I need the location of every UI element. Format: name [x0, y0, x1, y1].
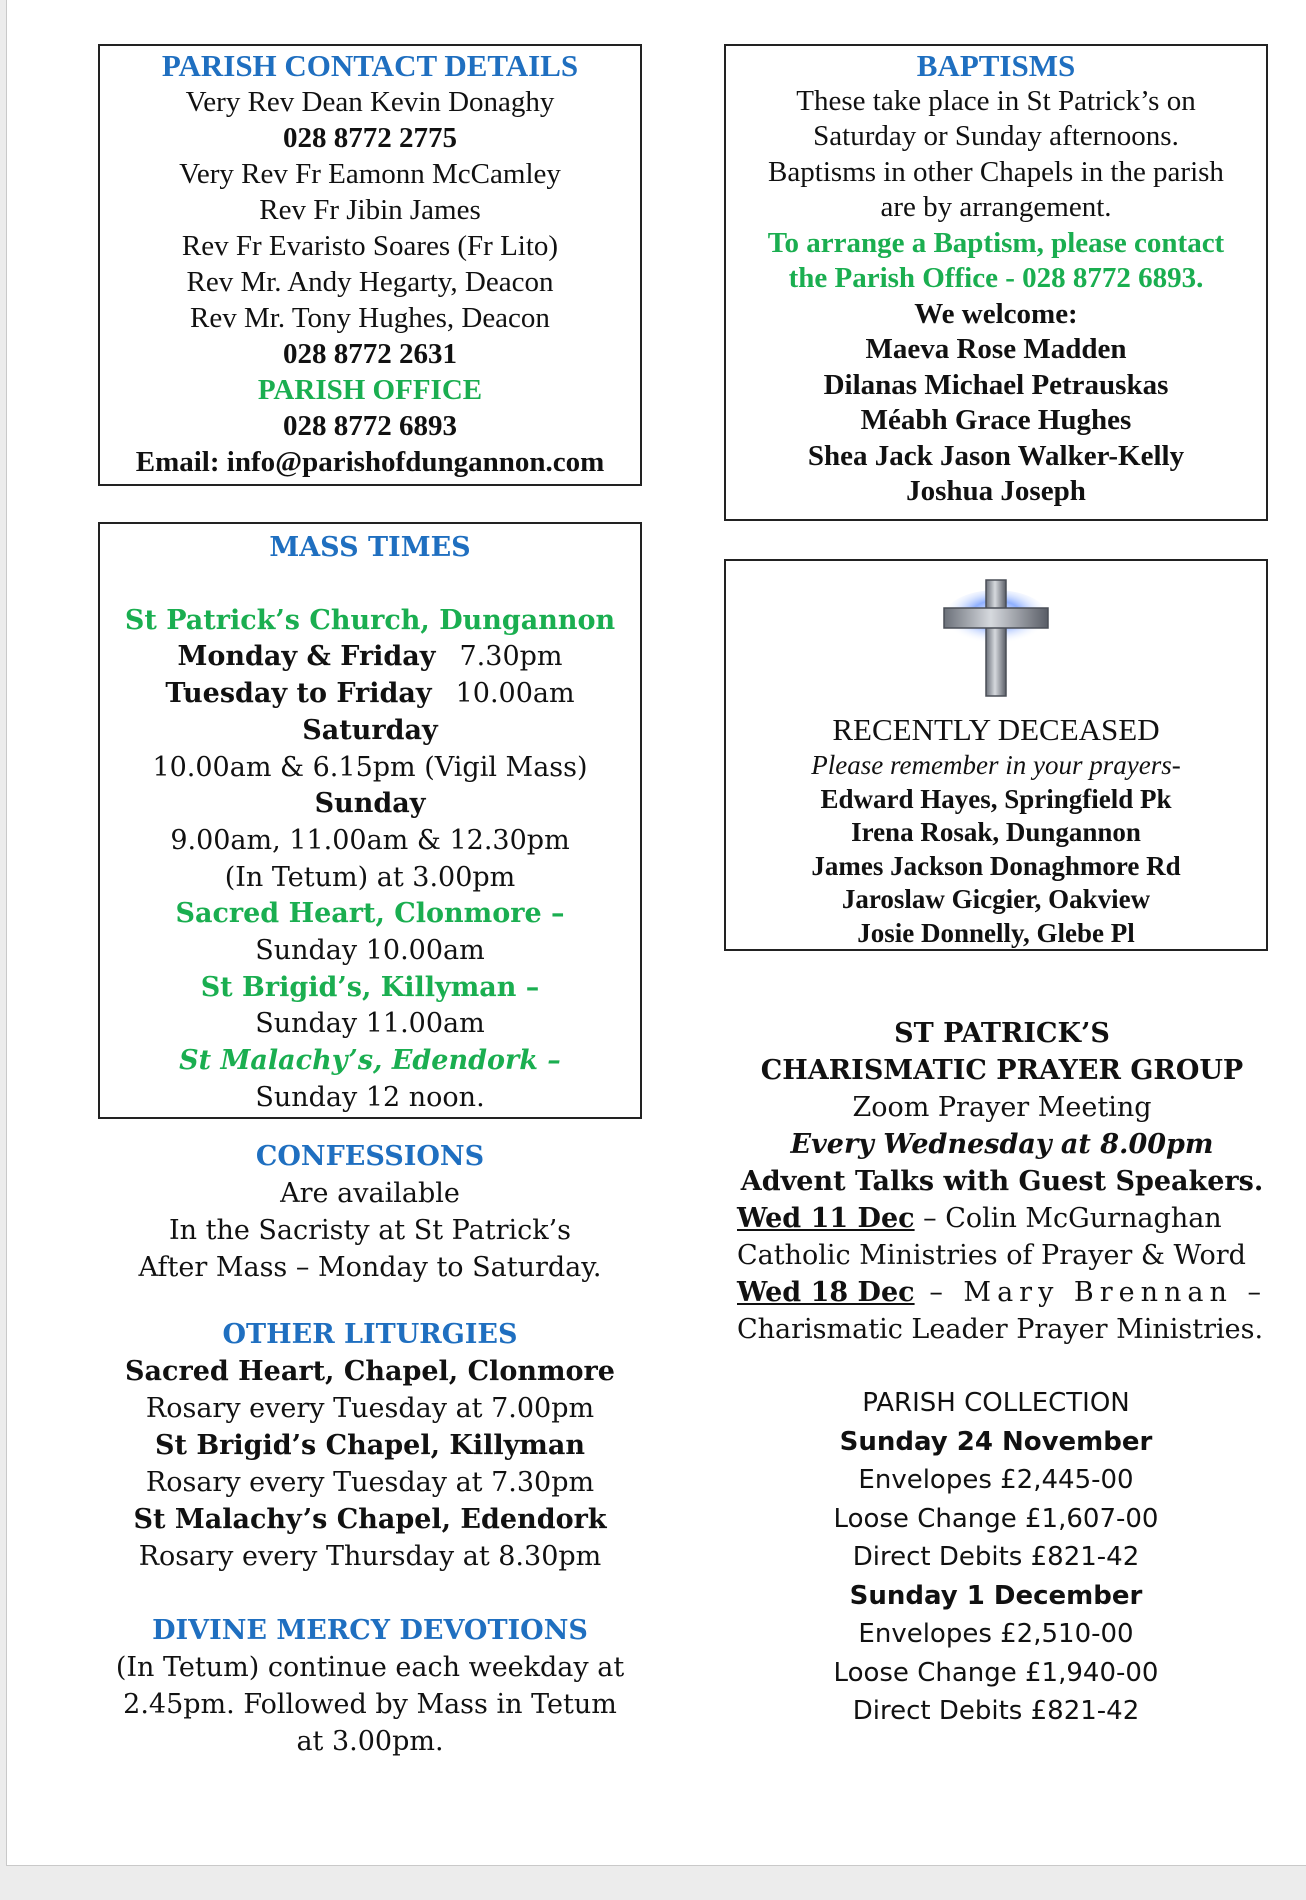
confessions-section — [98, 1138, 642, 1286]
mass-row-time: 10.00am — [455, 678, 575, 710]
divine-line: 2.45pm. Followed by Mass in Tetum — [123, 1689, 617, 1720]
deceased-name: Edward Hayes, Springfield Pk — [820, 783, 1172, 814]
prayer-group-meeting: Zoom Prayer Meeting — [852, 1092, 1152, 1123]
liturgy-place: St Brigid’s Chapel, Killyman — [154, 1430, 586, 1461]
contact-line: Rev Fr Evaristo Soares (Fr Lito) — [181, 230, 559, 262]
mass-sunday-tetum: (In Tetum) at 3.00pm — [224, 861, 516, 893]
deceased-name: Irena Rosak, Dungannon — [851, 817, 1141, 847]
deceased-subtitle: Please remember in your prayers- — [811, 750, 1181, 780]
liturgy-detail: Rosary every Tuesday at 7.30pm — [145, 1467, 595, 1498]
mass-church-name: St Patrick’s Church, Dungannon — [124, 604, 616, 636]
baptism-name: Joshua Joseph — [906, 475, 1086, 507]
parish-contact-box — [98, 44, 642, 486]
divine-mercy-section — [98, 1612, 642, 1760]
baptisms-line: Saturday or Sunday afternoons. — [813, 120, 1179, 152]
collection-envelopes: Envelopes £2,445-00 — [858, 1465, 1134, 1495]
talk-speaker: – Colin McGurnaghan — [914, 1203, 1222, 1234]
baptisms-welcome: We welcome: — [914, 297, 1078, 330]
mass-edendork: St Malachy’s, Edendork – — [179, 1045, 561, 1077]
talk-date: Wed 11 Dec — [737, 1203, 915, 1234]
talk-row — [737, 1274, 1267, 1311]
mass-clonmore-time: Sunday 10.00am — [255, 935, 485, 967]
deceased-name: Josie Donnelly, Glebe Pl — [857, 917, 1135, 948]
collection-title: PARISH COLLECTION — [862, 1388, 1130, 1418]
deceased-name: Jaroslaw Gicgier, Oakview — [841, 884, 1151, 914]
mass-times-box — [98, 522, 642, 1119]
baptisms-line: are by arrangement. — [880, 191, 1112, 223]
cross-icon — [936, 576, 1056, 700]
divine-line: (In Tetum) continue each weekday at — [115, 1652, 625, 1683]
deceased-title: RECENTLY DECEASED — [832, 712, 1160, 747]
prayer-group-title: ST PATRICK’S — [894, 1018, 1110, 1049]
talk-date: Wed 18 Dec — [737, 1277, 915, 1308]
mass-killyman: St Brigid’s, Killyman – — [200, 971, 540, 1003]
mass-sunday-times: 9.00am, 11.00am & 12.30pm — [170, 824, 570, 856]
liturgies-title: OTHER LITURGIES — [222, 1319, 518, 1350]
mass-row-time: 7.30pm — [459, 641, 563, 673]
liturgy-place: St Malachy’s Chapel, Edendork — [133, 1504, 607, 1535]
recently-deceased-box — [724, 559, 1268, 951]
collection-direct-debits: Direct Debits £821-42 — [852, 1696, 1140, 1726]
parish-collection-section — [724, 1384, 1268, 1731]
contact-title: PARISH CONTACT DETAILS — [161, 48, 579, 83]
talk-continuation: Catholic Ministries of Prayer & Word — [737, 1240, 1246, 1271]
confessions-line: After Mass – Monday to Saturday. — [138, 1252, 602, 1283]
mass-saturday-times: 10.00am & 6.15pm (Vigil Mass) — [152, 751, 588, 783]
mass-times-title: MASS TIMES — [269, 532, 471, 563]
other-liturgies-section — [98, 1316, 642, 1575]
mass-saturday: Saturday — [302, 714, 438, 746]
contact-phone: 028 8772 2631 — [283, 338, 457, 370]
liturgy-place: Sacred Heart, Chapel, Clonmore — [125, 1356, 615, 1387]
prayer-group-title: CHARISMATIC PRAYER GROUP — [760, 1055, 1244, 1086]
baptisms-line: These take place in St Patrick’s on — [796, 84, 1196, 117]
prayer-group-when: Every Wednesday at 8.00pm — [790, 1129, 1214, 1160]
liturgy-detail: Rosary every Thursday at 8.30pm — [138, 1541, 602, 1572]
contact-line: Rev Mr. Andy Hegarty, Deacon — [186, 266, 554, 298]
confessions-line: In the Sacristy at St Patrick’s — [168, 1215, 572, 1246]
deceased-name: James Jackson Donaghmore Rd — [811, 850, 1181, 881]
mass-edendork-time: Sunday 12 noon. — [255, 1081, 485, 1113]
baptism-name: Shea Jack Jason Walker-Kelly — [807, 439, 1185, 472]
talk-speaker: – Mary Brennan – — [929, 1277, 1267, 1308]
collection-direct-debits: Direct Debits £821-42 — [852, 1542, 1140, 1572]
collection-loose-change: Loose Change £1,940-00 — [833, 1657, 1159, 1688]
bulletin-page — [6, 0, 1306, 1866]
contact-phone: 028 8772 2775 — [283, 122, 457, 154]
mass-row — [100, 639, 640, 676]
mass-clonmore: Sacred Heart, Clonmore – — [175, 898, 565, 930]
divine-line: at 3.00pm. — [296, 1726, 444, 1757]
mass-row — [100, 676, 640, 713]
contact-line: Very Rev Dean Kevin Donaghy — [185, 86, 555, 118]
prayer-group-section — [737, 1015, 1267, 1348]
contact-line: Rev Mr. Tony Hughes, Deacon — [190, 302, 550, 334]
baptism-name: Méabh Grace Hughes — [860, 404, 1132, 436]
baptisms-title: BAPTISMS — [916, 48, 1076, 83]
mass-row-day: Monday & Friday — [177, 641, 436, 673]
mass-killyman-time: Sunday 11.00am — [255, 1008, 485, 1040]
divine-title: DIVINE MERCY DEVOTIONS — [152, 1615, 588, 1646]
talk-row — [737, 1200, 1267, 1237]
liturgy-detail: Rosary every Tuesday at 7.00pm — [145, 1393, 595, 1424]
collection-week-label: Sunday 1 December — [849, 1580, 1143, 1611]
parish-office-title: PARISH OFFICE — [257, 374, 483, 406]
baptisms-arrange: the Parish Office - 028 8772 6893. — [788, 262, 1204, 294]
confessions-line: Are available — [280, 1178, 460, 1209]
baptisms-box — [724, 44, 1268, 521]
collection-week-label: Sunday 24 November — [839, 1426, 1153, 1457]
collection-envelopes: Envelopes £2,510-00 — [858, 1619, 1134, 1649]
parish-office-phone: 028 8772 6893 — [283, 410, 457, 442]
baptisms-line: Baptisms in other Chapels in the parish — [768, 155, 1224, 188]
contact-email: Email: info@parishofdungannon.com — [135, 446, 605, 478]
talk-continuation: Charismatic Leader Prayer Ministries. — [737, 1314, 1264, 1345]
mass-sunday: Sunday — [314, 788, 426, 820]
prayer-group-advent: Advent Talks with Guest Speakers. — [740, 1166, 1264, 1197]
mass-row-day: Tuesday to Friday — [165, 678, 432, 710]
confessions-title: CONFESSIONS — [255, 1141, 485, 1172]
contact-line: Rev Fr Jibin James — [259, 194, 481, 226]
collection-loose-change: Loose Change £1,607-00 — [833, 1503, 1159, 1534]
baptism-name: Maeva Rose Madden — [865, 333, 1127, 365]
baptisms-arrange: To arrange a Baptism, please contact — [767, 226, 1225, 259]
baptism-name: Dilanas Michael Petrauskas — [823, 368, 1169, 401]
contact-line: Very Rev Fr Eamonn McCamley — [179, 158, 561, 190]
